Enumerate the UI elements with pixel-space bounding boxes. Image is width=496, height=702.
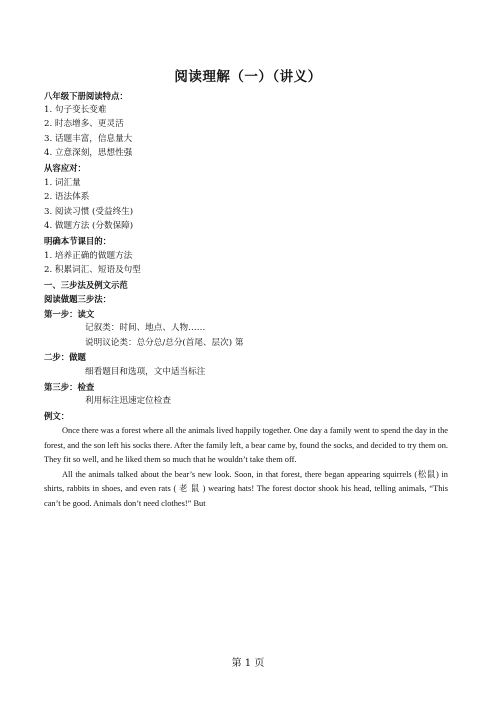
response-item: 3. 阅读习惯 (受益终生) bbox=[44, 207, 134, 217]
response-item: 4. 做题方法 (分数保障) bbox=[44, 221, 134, 231]
feature-item: 1. 句子变长变难 bbox=[44, 105, 107, 115]
example-label: 例文： bbox=[44, 411, 70, 421]
goal-item: 2. 积累词汇、短语及句型 bbox=[44, 265, 141, 275]
step3-line: 利用标注迅速定位检查 bbox=[85, 396, 171, 406]
features-heading: 八年级下册阅读特点： bbox=[44, 91, 128, 101]
part1-heading: 一、三步法及例文示范 bbox=[44, 280, 128, 290]
example-passage bbox=[44, 424, 448, 512]
step1-label: 第一步：读文 bbox=[44, 309, 95, 319]
step1-line: 记叙类：时间、地点、人物…… bbox=[85, 323, 206, 333]
step2-label: 二步：做题 bbox=[44, 352, 86, 362]
passage-paragraph: All the animals talked about the bear’s new look. Soon, in that forest, there began appearing squirrels (松鼠) in shirts, rabbits in shoes, and even rats ( 老 鼠 ) wearing hats! The forest doctor shook his head, telling animals, “This can’t be good. Animals don’t need clothes!” But bbox=[44, 469, 448, 508]
response-item: 2. 语法体系 bbox=[44, 192, 90, 202]
feature-item: 3. 话题丰富，信息量大 bbox=[44, 134, 133, 144]
response-heading: 从容应对： bbox=[44, 163, 86, 173]
feature-item: 2. 时态增多、更灵活 bbox=[44, 119, 124, 129]
step3-label: 第三步：检查 bbox=[44, 382, 95, 392]
goal-heading: 明确本节课目的： bbox=[44, 236, 111, 246]
goal-item: 1. 培养正确的做题方法 bbox=[44, 251, 133, 261]
step1-line: 说明议论类：总分总/总分(首尾、层次) 第 bbox=[85, 338, 244, 348]
passage-paragraph: Once there was a forest where all the animals lived happily together. One day a family went to spend the day in the forest, and the son left his socks there. After the family left, a bear came by, found the socks, and decided to try them on. They fit so well, and he liked them so much that he wouldn’t take them off. bbox=[44, 426, 448, 465]
step2-line: 细看题目和选项，文中适当标注 bbox=[85, 367, 206, 377]
three-step-heading: 阅读做题三步法： bbox=[44, 294, 111, 304]
page-number: 第 1 页 bbox=[231, 658, 265, 669]
response-item: 1. 词汇量 bbox=[44, 178, 81, 188]
page-title: 阅读理解（一）（讲义） bbox=[174, 69, 322, 85]
feature-item: 4. 立意深刻，思想性强 bbox=[44, 148, 133, 158]
